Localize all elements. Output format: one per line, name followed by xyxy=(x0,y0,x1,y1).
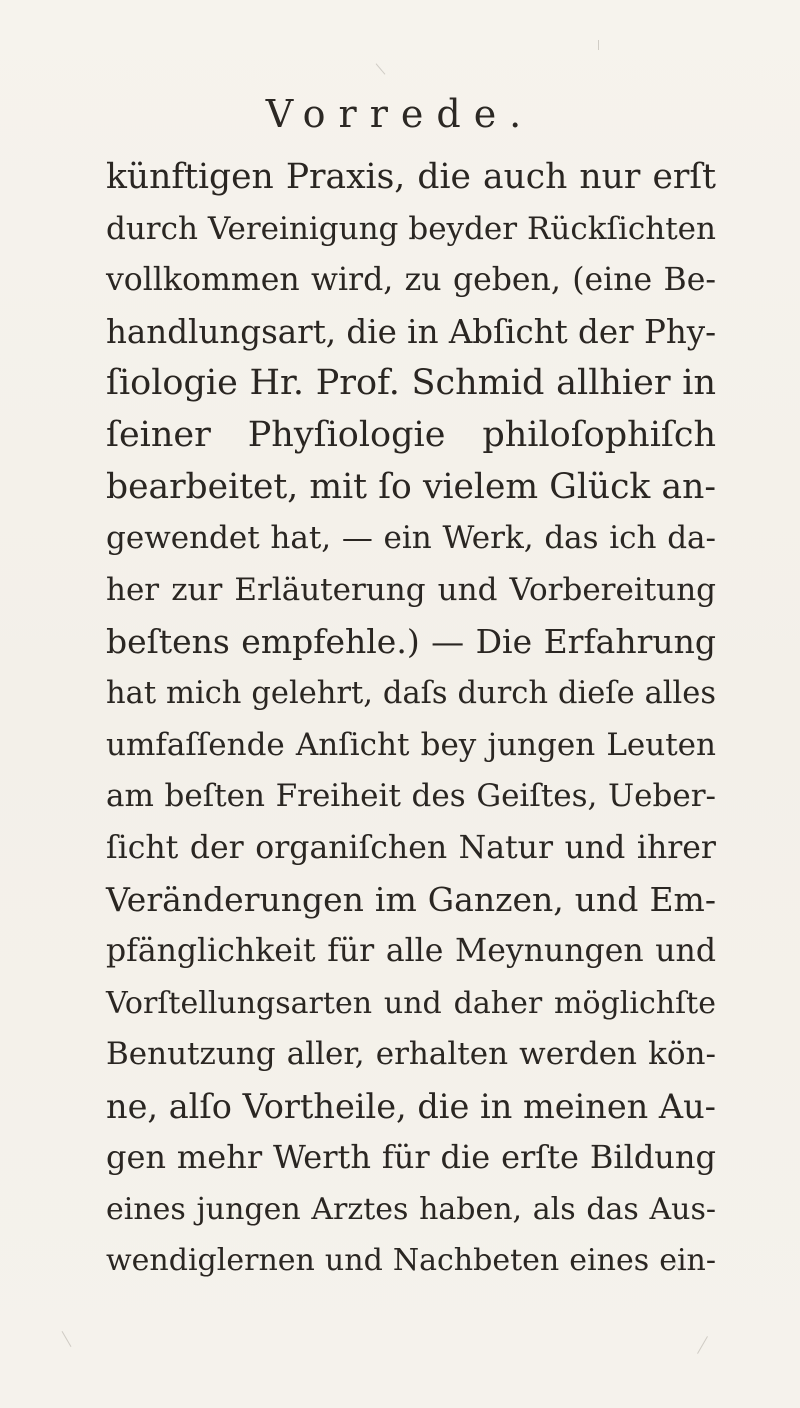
text-line: wendiglernen und Nachbeten eines ein- xyxy=(106,1243,716,1279)
text-line: pfänglichkeit für alle Meynungen und xyxy=(106,932,716,969)
text-line: vollkommen wird, zu geben, (eine Be- xyxy=(106,262,716,299)
text-line: gen mehr Werth für die erſte Bildung xyxy=(106,1138,716,1177)
text-line: ſicht der organiſchen Natur und ihrer xyxy=(106,829,716,866)
text-line: gewendet hat, — ein Werk, das ich da- xyxy=(106,520,716,557)
paper-speck xyxy=(598,40,599,50)
paper-speck xyxy=(376,63,386,74)
text-line: ſeiner Phyſiologie philoſophiſch xyxy=(106,414,716,455)
text-line: am beſten Freiheit des Geiſtes, Ueber- xyxy=(106,778,716,815)
text-line: künftigen Praxis, die auch nur erſt xyxy=(106,157,716,197)
text-line: umfaſſende Anſicht bey jungen Leuten xyxy=(106,726,716,763)
text-line: Veränderungen im Ganzen, und Em- xyxy=(106,880,716,920)
text-line: Benutzung aller, erhalten werden kön- xyxy=(106,1036,716,1073)
text-line: eines jungen Arztes haben, als das Aus- xyxy=(106,1191,716,1227)
text-line: Vorſtellungsarten und daher möglichſte xyxy=(106,985,716,1021)
text-line: hat mich gelehrt, daſs durch dieſe alles xyxy=(106,675,716,711)
paper-speck xyxy=(697,1336,708,1354)
text-line: handlungsart, die in Abſicht der Phy- xyxy=(106,312,717,351)
running-head: Vorrede. xyxy=(265,92,535,136)
text-line: bearbeitet, mit ſo vielem Glück an- xyxy=(106,466,716,507)
text-line: her zur Erläuterung und Vorbereitung xyxy=(106,571,716,608)
text-line: ne, alſo Vortheile, die in meinen Au- xyxy=(106,1086,716,1126)
text-line: beſtens empfehle.) — Die Erfahrung xyxy=(106,622,716,662)
text-line: ſiologie Hr. Prof. Schmid allhier in xyxy=(106,363,716,404)
body-text xyxy=(106,152,716,1287)
text-line: durch Vereinigung beyder Rückſichten xyxy=(106,210,716,247)
paper-speck xyxy=(62,1331,72,1347)
